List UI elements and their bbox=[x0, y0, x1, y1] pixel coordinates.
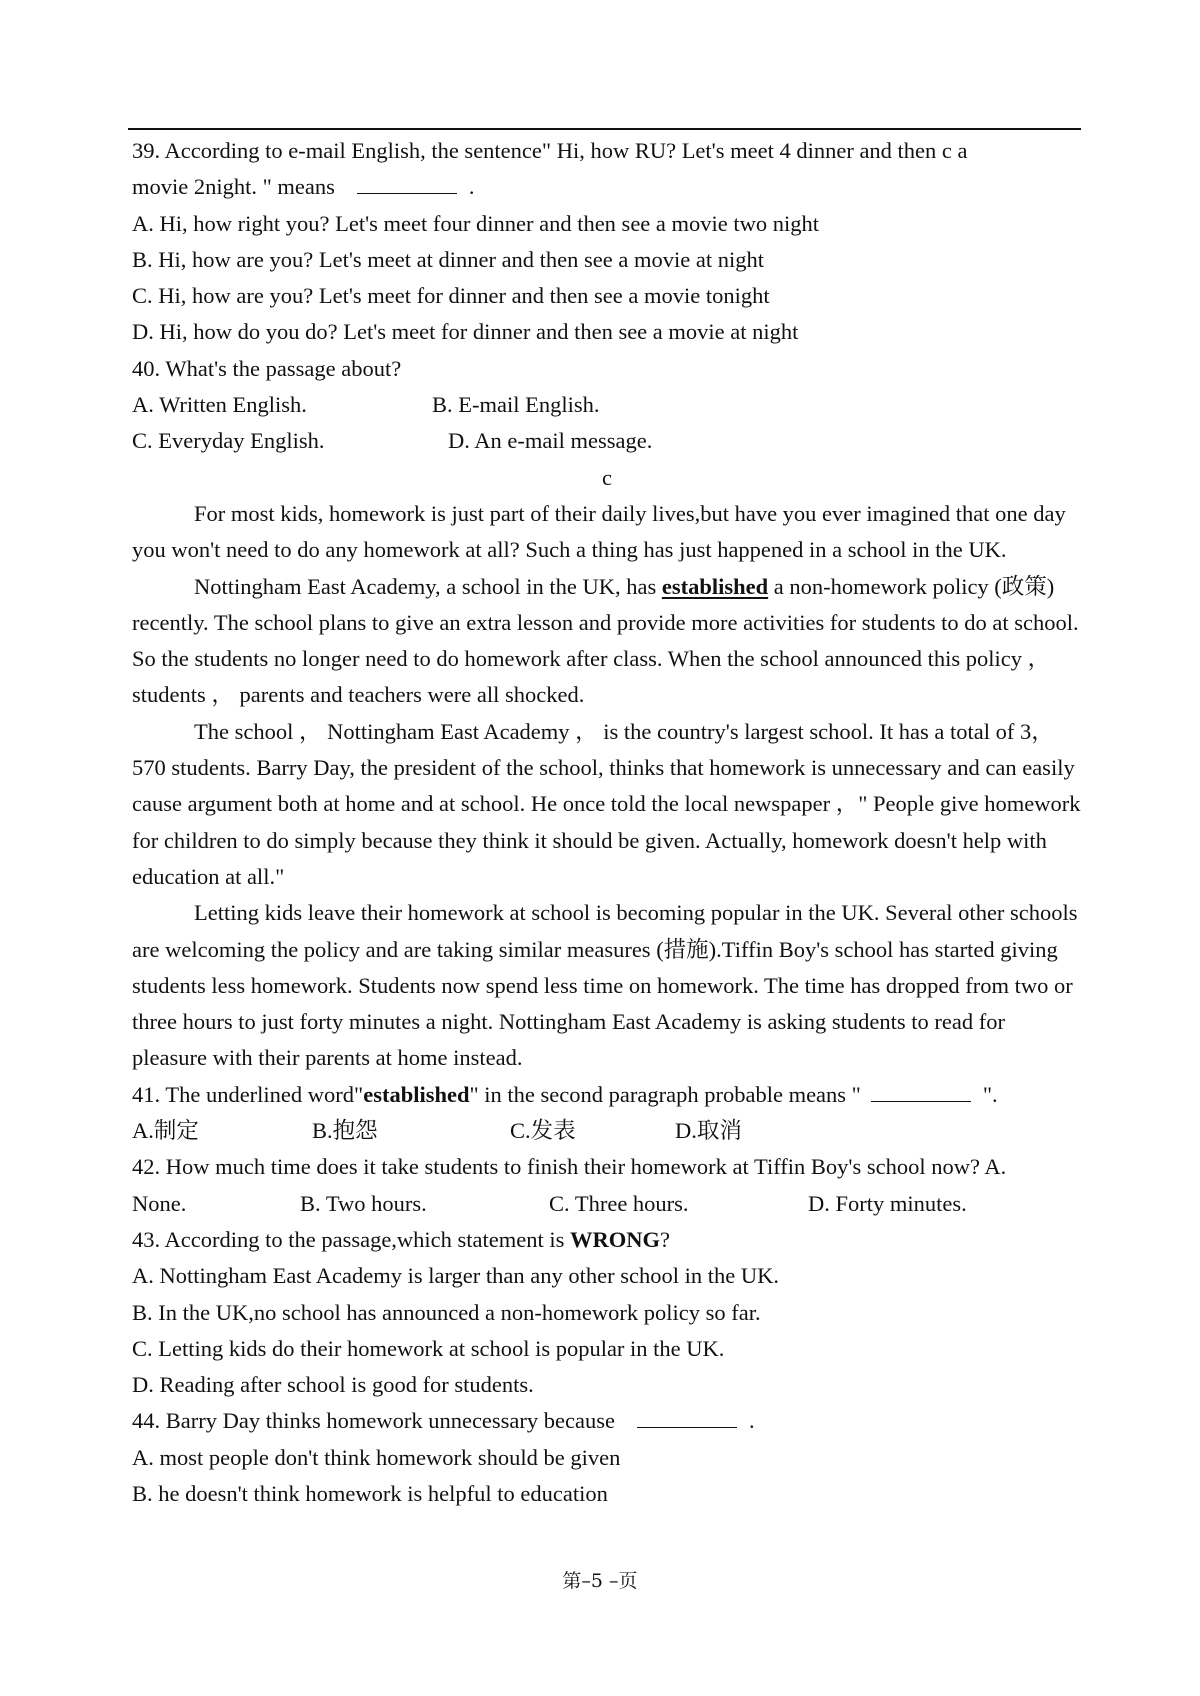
q42-option-d: D. Forty minutes. bbox=[808, 1190, 967, 1216]
q40-option-c: C. Everyday English. bbox=[132, 428, 325, 454]
top-rule bbox=[128, 128, 1081, 130]
exam-page bbox=[132, 133, 1082, 1512]
q42-stem: 42. How much time does it take students to finish their homework at Tiffin Boy's school now? A. bbox=[132, 1154, 1007, 1180]
answer-blank[interactable] bbox=[871, 1079, 971, 1102]
q40-option-b: B. E-mail English. bbox=[432, 392, 600, 418]
answer-blank[interactable] bbox=[637, 1405, 737, 1428]
q41-options bbox=[132, 1113, 1082, 1149]
q39-stem-line2: movie 2night. " means . bbox=[132, 169, 1082, 205]
passage-paragraph-4: Letting kids leave their homework at school is becoming popular in the UK. Several other schools are welcoming the policy and are taking similar measures (措施).Tiffin Boy's school has started giving students less homework. Students now spend less time on homework. The time has dropped from two or three hours to just forty minutes a night. Nottingham East Academy is asking students to read for pleasure with their parents at home instead. bbox=[132, 900, 1078, 1071]
q41-option-a: A.制定 bbox=[132, 1118, 199, 1144]
q39-option-b: B. Hi, how are you? Let's meet at dinner and then see a movie at night bbox=[132, 246, 764, 272]
q40-options-row2 bbox=[132, 423, 1082, 459]
page-footer: 第–5 –页 bbox=[562, 1570, 638, 1592]
q43-option-d: D. Reading after school is good for students. bbox=[132, 1372, 534, 1398]
q39-option-d: D. Hi, how do you do? Let's meet for dinner and then see a movie at night bbox=[132, 319, 799, 345]
section-letter: c bbox=[602, 464, 612, 490]
q43-stem: 43. According to the passage,which statement is WRONG? bbox=[132, 1226, 671, 1252]
q41-option-c: C.发表 bbox=[510, 1118, 576, 1144]
q42-option-c: C. Three hours. bbox=[549, 1190, 689, 1216]
q44-stem: 44. Barry Day thinks homework unnecessary because . bbox=[132, 1403, 1082, 1439]
q40-stem: 40. What's the passage about? bbox=[132, 355, 402, 381]
q40-options-row1 bbox=[132, 387, 1082, 423]
passage-paragraph-3: The school ， Nottingham East Academy ， is the country's largest school. It has a total of 3，570 students. Barry Day, the president of the school, thinks that homework is unnecessary and can easily cause argument both at home and at school. He once told the local newspaper ，" People give homework for children to do simply because they think it should be given. Actually, homework doesn't help with education at all." bbox=[132, 718, 1081, 889]
q43-option-b: B. In the UK,no school has announced a non-homework policy so far. bbox=[132, 1299, 761, 1325]
q41-option-d: D.取消 bbox=[675, 1118, 742, 1144]
q40-option-a: A. Written English. bbox=[132, 392, 307, 418]
q40-option-d: D. An e-mail message. bbox=[448, 428, 653, 454]
q41-option-b: B.抱怨 bbox=[312, 1118, 378, 1144]
underlined-word: established bbox=[661, 573, 769, 599]
q44-option-a: A. most people don't think homework should be given bbox=[132, 1444, 621, 1470]
q44-option-b: B. he doesn't think homework is helpful to education bbox=[132, 1480, 608, 1506]
answer-blank[interactable] bbox=[357, 171, 457, 194]
q39-option-c: C. Hi, how are you? Let's meet for dinner and then see a movie tonight bbox=[132, 283, 770, 309]
q43-option-c: C. Letting kids do their homework at school is popular in the UK. bbox=[132, 1335, 725, 1361]
passage-paragraph-1: For most kids, homework is just part of their daily lives,but have you ever imagined that one day you won't need to do any homework at all? Such a thing has just happened in a school in the UK. bbox=[132, 500, 1066, 563]
q42-option-b: B. Two hours. bbox=[300, 1190, 427, 1216]
passage-paragraph-2: Nottingham East Academy, a school in the UK, has established a non-homework policy (政策) recently. The school plans to give an extra lesson and provide more activities for students to do at school. So the students no longer need to do homework after class. When the school announced this policy ， students ， parents and teachers were all shocked. bbox=[132, 573, 1079, 708]
q41-stem: 41. The underlined word"established" in the second paragraph probable means " ". bbox=[132, 1077, 1082, 1113]
q39-option-a: A. Hi, how right you? Let's meet four dinner and then see a movie two night bbox=[132, 210, 820, 236]
q43-option-a: A. Nottingham East Academy is larger than any other school in the UK. bbox=[132, 1263, 779, 1289]
q39-stem-line1: 39. According to e-mail English, the sentence" Hi, how RU? Let's meet 4 dinner and then c a bbox=[132, 138, 968, 163]
q42-option-a: None. bbox=[132, 1190, 187, 1216]
q42-options bbox=[132, 1186, 1082, 1222]
